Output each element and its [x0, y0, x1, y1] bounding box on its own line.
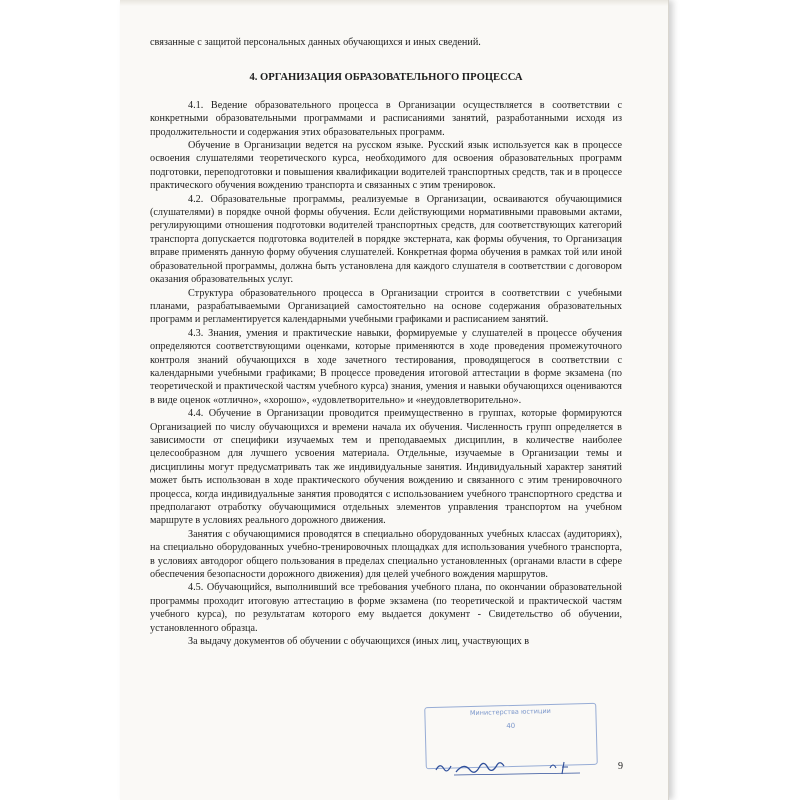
paragraph-4-5: 4.5. Обучающийся, выполнивший все требования учебного плана, по окончании образовательной программы проходит итоговую аттестацию в форме экзамена (по теоретической и практической частям учебного курса), по результатам которого ему выдается документ - Свидетельство об обучении, установленного образца. [150, 582, 622, 634]
paragraph-documents: За выдачу документов об обучении с обучающихся (иных лиц, участвующих в [188, 636, 530, 648]
page-edge-shadow [120, 0, 668, 6]
paragraph-4-1: 4.1. Ведение образовательного процесса в Организации осуществляется в соответствии с конкретными образовательными программами и расписаниями занятий, разработанными исходя из продолжительности и содержания этих образовательных программ. [150, 99, 622, 138]
stamp-text: Министерства юстиции [469, 706, 551, 718]
section-heading: 4. ОРГАНИЗАЦИЯ ОБРАЗОВАТЕЛЬНОГО ПРОЦЕССА [249, 72, 523, 84]
paragraph-4-3: 4.3. Знания, умения и практические навыки, формируемые у слушателей в процессе обучения определяются соответствующими оценками, которые применяются в ходе проведения промежуточного контроля знаний обучающихся в ходе зачетного тестирования, проводящегося в соответствии с календарными учебными графиками; В процессе проведения итоговой аттестации в форме экзамена (по теоретической и практической частям учебного курса) знания, умения и навыки обучающихся оцениваются в виде оценок «отлично», «хорошо», «удовлетворительно» и «неудовлетворительно». [150, 327, 622, 406]
paragraph-structure: Структура образовательного процесса в Организации строится в соответствии с учебными планами, разрабатываемыми Организацией самостоятельно на основе содержания образовательных программ и регламентируется календарными учебными графиками и расписанием занятий. [150, 287, 622, 326]
handwritten-date-signature [430, 752, 600, 780]
paragraph-4-2: 4.2. Образовательные программы, реализуемые в Организации, осваиваются обучающимися (слушателями) в порядке очной формы обучения. Если действующими нормативными правовыми актами, регулирующими отношения подготовки водителей транспортных средств, для соответствующих категорий транспорта допускается подготовка водителей в порядке экстерната, как формы обучения, то Организация вправе применять данную форму обучения слушателей. Конкретная форма обучения в рамках той или иной образовательной программы, должна быть установлена для каждого слушателя в соответствии с договором оказания образовательных услуг. [150, 193, 622, 286]
top-line: связанные с защитой персональных данных обучающихся и иных сведений. [150, 37, 481, 48]
paragraph-classes: Занятия с обучающимися проводятся в специально оборудованных учебных классах (аудиториях), на специально оборудованных учебно-тренировочных площадках для использования учебного транспорта, в условиях автодорог общего пользования в пределах специально установленных (органами власти в сфере обеспечения безопасности дорожного движения) для целей учебного вождения маршрутов. [150, 528, 622, 581]
paragraph-4-4: 4.4. Обучение в Организации проводится преимущественно в группах, которые формируются Организацией по числу обучающихся и времени начала их обучения. Численность групп определяется в зависимости от специфики изучаемых тем и преподаваемых дисциплин, в количестве наиболее целесообразном для лучшего усвоения материала. Отдельные, изучаемые в Организации темы и дисциплины могут предусматривать так же индивидуальные занятия. Индивидуальный характер занятий может быть использован в ходе практического обучения вождению и связанного с этим тренировочного процесса, когда индивидуальные занятия проводятся с использованием учебного транспортного средства и предполагают отработку обучающимися отдельных элементов управления транспортом на учебном маршруте в условиях реального дорожного движения. [150, 408, 622, 527]
page-number: 9 [618, 761, 623, 772]
document-body [150, 36, 622, 648]
paragraph-language: Обучение в Организации ведется на русском языке. Русский язык используется как в процессе освоения слушателями теоретического курса, необходимого для освоения образовательных программ подготовки, переподготовки и повышения квалификации водителей транспортных средств, так и в процессе практического обучения вождению транспорта и связанных с этим тренировок. [150, 140, 622, 192]
stamp-number: 40 [506, 721, 516, 731]
